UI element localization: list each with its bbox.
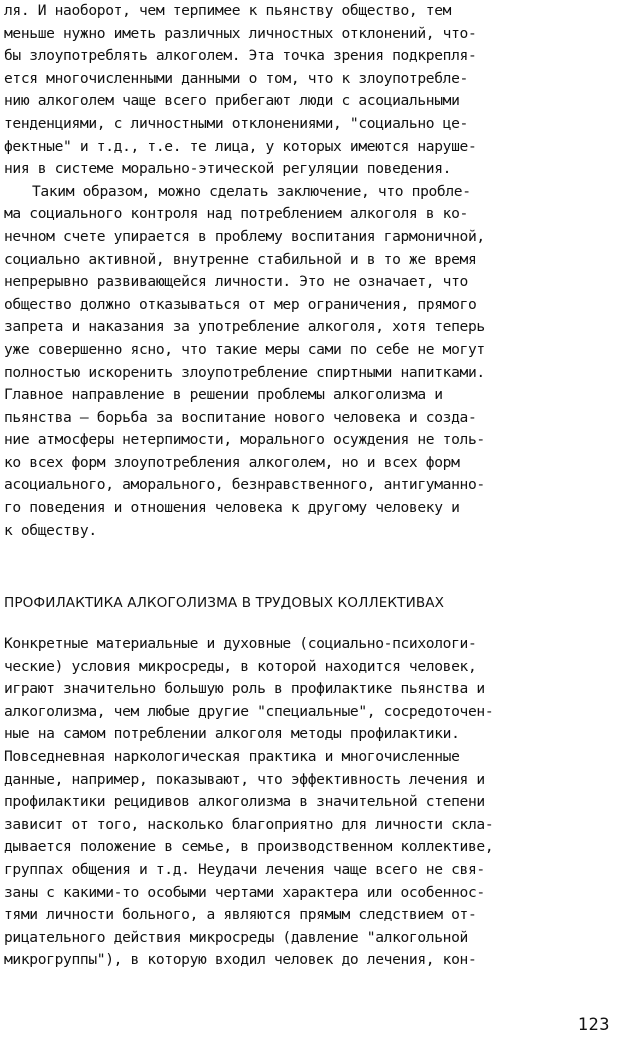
text-line: дывается положение в семье, в производственном коллективе, [4, 838, 494, 856]
text-line: к обществу. [4, 521, 97, 539]
text-line: тенденциями, с личностными отклонениями, "социально це- [4, 114, 468, 132]
text-line: ные на самом потреблении алкоголя методы профилактики. [4, 725, 460, 743]
section-heading: ПРОФИЛАКТИКА АЛКОГОЛИЗМА В ТРУДОВЫХ КОЛЛЕКТИВАХ [4, 595, 445, 611]
text-line: профилактики рецидивов алкоголизма в значительной степени [4, 793, 485, 811]
text-line: ля. И наоборот, чем терпимее к пьянству общество, тем [4, 2, 452, 19]
text-line: меньше нужно иметь различных личностных отклонений, что- [4, 24, 477, 42]
text-line: пьянства – борьба за воспитание нового человека и созда- [4, 408, 477, 426]
text-line: группах общения и т.д. Неудачи лечения чаще всего не свя- [4, 860, 485, 878]
text-line: общество должно отказываться от мер ограничения, прямого [4, 295, 477, 313]
text-line: микрогруппы"), в которую входил человек до лечения, кон- [4, 951, 477, 969]
text-line: рицательного действия микросреды (давление "алкогольной [4, 928, 468, 946]
text-line: го поведения и отношения человека к другому человеку и [4, 499, 460, 517]
page-number: 123 [577, 1015, 610, 1035]
text-line: данные, например, показывают, что эффективность лечения и [4, 770, 485, 788]
text-line: социально активной, внутренне стабильной и в то же время [4, 250, 477, 268]
text-line: играют значительно большую роль в профилактике пьянства и [4, 680, 485, 698]
text-line: фектные" и т.д., т.е. те лица, у которых имеются наруше- [4, 137, 477, 155]
text-line: ко всех форм злоупотребления алкоголем, но и всех форм [4, 453, 460, 471]
text-line: уже совершенно ясно, что такие меры сами по себе не могут [4, 340, 485, 358]
text-line: полностью искоренить злоупотребление спиртными напитками. [4, 363, 485, 381]
text-line: Конкретные материальные и духовные (социально-психологи- [4, 635, 477, 652]
text-line: зависит от того, насколько благоприятно для личности скла- [4, 815, 494, 833]
text-line: ческие) условия микросреды, в которой находится человек, [4, 657, 477, 675]
body-text-top [4, 0, 616, 542]
text-line: Повседневная наркологическая практика и многочисленные [4, 747, 460, 765]
text-line: нечном счете упирается в проблему воспитания гармоничной, [4, 227, 485, 245]
text-line: заны с какими-то особыми чертами характера или особеннос- [4, 883, 485, 901]
text-line: алкоголизма, чем любые другие "специальные", сосредоточен- [4, 702, 494, 720]
text-line: бы злоупотреблять алкоголем. Эта точка зрения подкрепля- [4, 47, 477, 65]
text-line: ма социального контроля над потреблением алкоголя в ко- [4, 205, 468, 223]
text-line: ние атмосферы нетерпимости, морального осуждения не толь- [4, 431, 485, 449]
text-line: ется многочисленными данными о том, что к злоупотребле- [4, 69, 468, 87]
text-line: асоциального, аморального, безнравственного, антигуманно- [4, 476, 485, 494]
body-text-bottom [4, 633, 616, 972]
text-line: запрета и наказания за употребление алкоголя, хотя теперь [4, 318, 485, 336]
text-line: тями личности больного, а являются прямым следствием от- [4, 906, 477, 924]
text-line: Таким образом, можно сделать заключение, что пробле- [32, 182, 471, 200]
text-line: нию алкоголем чаще всего прибегают люди с асоциальными [4, 92, 460, 110]
text-line: Главное направление в решении проблемы алкоголизма и [4, 386, 443, 404]
text-line: непрерывно развивающейся личности. Это не означает, что [4, 273, 468, 291]
text-line: ния в системе морально-этической регуляции поведения. [4, 160, 452, 178]
